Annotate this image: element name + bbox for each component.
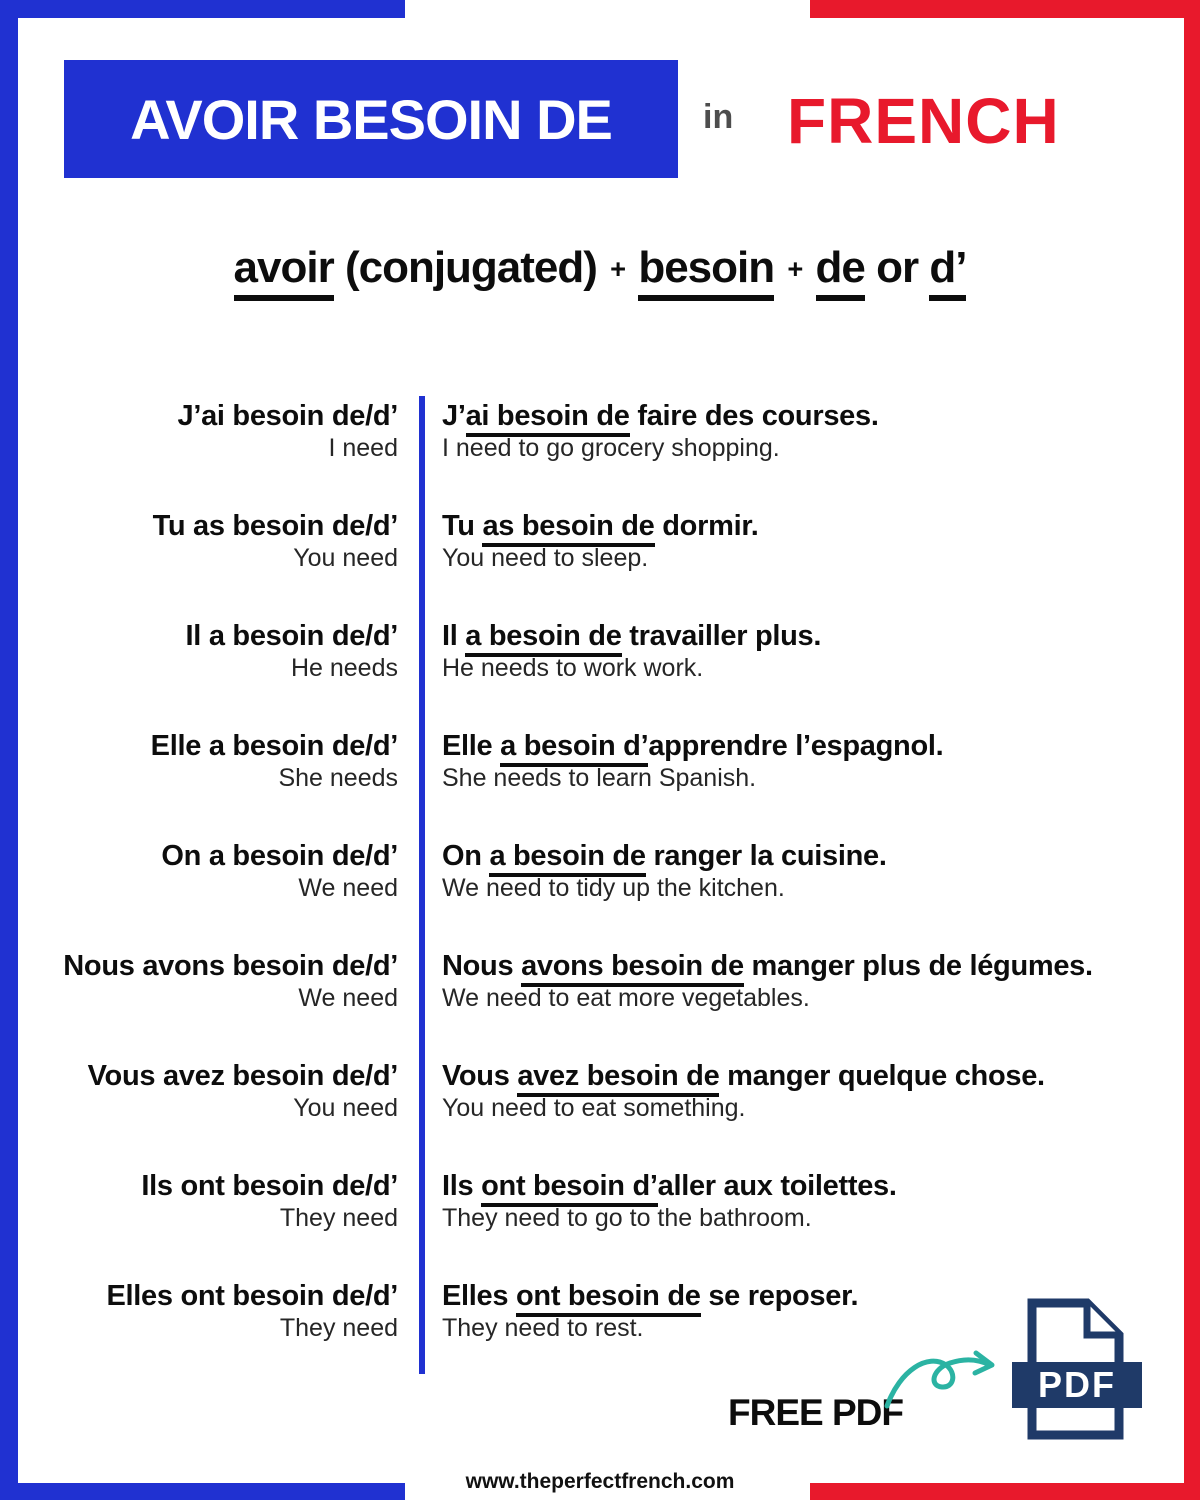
conjugation-french: Elles ont besoin de/d’ — [106, 1280, 398, 1312]
conjugation-row — [0, 1168, 1200, 1233]
curved-arrow-icon — [882, 1340, 1002, 1416]
sentence-suffix: manger plus de légumes. — [743, 950, 1093, 982]
conjugation-row — [0, 728, 1200, 793]
formula-besoin: besoin — [638, 243, 774, 301]
conjugation-english: You need — [293, 544, 398, 572]
language-title: FRENCH — [787, 85, 1060, 157]
sentence-underlined: ont besoin de — [516, 1280, 701, 1317]
sentence-prefix: Vous — [442, 1060, 518, 1092]
sentence-suffix: apprendre l’espagnol. — [648, 730, 944, 762]
conjugation-english: We need — [298, 984, 398, 1012]
conjugation-english: You need — [293, 1094, 398, 1122]
conjugation-french: Ils ont besoin de/d’ — [141, 1170, 398, 1202]
sentence-prefix: Elle — [442, 730, 501, 762]
conjugation-french: Vous avez besoin de/d’ — [87, 1060, 398, 1092]
conjugation-french: Tu as besoin de/d’ — [152, 510, 398, 542]
example-cell — [442, 728, 1200, 793]
example-english: I need to go grocery shopping. — [442, 434, 780, 462]
conjugation-english: He needs — [290, 654, 398, 682]
example-english: You need to eat something. — [442, 1094, 746, 1122]
sentence-underlined: ont besoin d’ — [481, 1170, 658, 1207]
conjugation-english: They need — [279, 1314, 398, 1342]
example-cell — [442, 508, 1200, 573]
title-banner — [64, 60, 678, 178]
sentence-suffix: se reposer. — [700, 1280, 859, 1312]
conjugation-french: Nous avons besoin de/d’ — [63, 950, 398, 982]
plus-sign: + — [610, 253, 626, 285]
example-french — [442, 1058, 1200, 1094]
top-left-border — [0, 0, 405, 18]
formula-d-apostrophe: d’ — [929, 243, 966, 301]
conjugation-french: Elle a besoin de/d’ — [150, 730, 398, 762]
grammar-formula — [0, 243, 1200, 301]
example-cell — [442, 1168, 1200, 1233]
example-english: She needs to learn Spanish. — [442, 764, 757, 792]
sentence-underlined: ai besoin de — [466, 400, 630, 437]
conjugation-cell — [0, 838, 398, 903]
conjugation-row — [0, 398, 1200, 463]
conjugation-english: She needs — [278, 764, 398, 792]
sentence-underlined: avons besoin de — [521, 950, 744, 987]
conjugation-cell — [0, 398, 398, 463]
formula-de: de — [816, 243, 865, 301]
example-cell — [442, 618, 1200, 683]
page-title: AVOIR BESOIN DE — [130, 87, 612, 151]
plus-sign: + — [787, 253, 803, 285]
example-french — [442, 508, 1200, 544]
example-cell — [442, 948, 1200, 1013]
conjugation-cell — [0, 1168, 398, 1233]
example-french — [442, 1168, 1200, 1204]
conjugation-row — [0, 1058, 1200, 1123]
example-english: They need to rest. — [442, 1314, 644, 1342]
sentence-prefix: Elles — [442, 1280, 516, 1312]
sentence-underlined: a besoin d’ — [500, 730, 648, 767]
sentence-prefix: Tu — [442, 510, 483, 542]
conjugation-table — [0, 398, 1200, 1388]
example-english: You need to sleep. — [442, 544, 649, 572]
formula-avoir: avoir — [234, 243, 334, 301]
conjugation-french: On a besoin de/d’ — [161, 840, 398, 872]
example-cell — [442, 1058, 1200, 1123]
conjugation-cell — [0, 1058, 398, 1123]
connector-word: in — [703, 98, 734, 136]
sentence-underlined: as besoin de — [482, 510, 654, 547]
rows-container — [0, 398, 1200, 1343]
example-cell — [442, 838, 1200, 903]
sentence-underlined: a besoin de — [489, 840, 645, 877]
pdf-file-icon[interactable] — [1010, 1296, 1144, 1442]
conjugation-french: J’ai besoin de/d’ — [177, 400, 398, 432]
sentence-prefix: On — [442, 840, 490, 872]
example-french — [442, 728, 1200, 764]
column-divider — [419, 396, 425, 1374]
example-english: We need to tidy up the kitchen. — [442, 874, 785, 902]
sentence-prefix: Nous — [442, 950, 522, 982]
sentence-suffix: faire des courses. — [629, 400, 879, 432]
free-pdf-label[interactable]: FREE PDF — [728, 1392, 903, 1433]
example-cell — [442, 398, 1200, 463]
example-french — [442, 948, 1200, 984]
conjugation-row — [0, 838, 1200, 903]
conjugation-english: I need — [328, 434, 398, 462]
sentence-suffix: travailler plus. — [621, 620, 822, 652]
sentence-suffix: dormir. — [654, 510, 759, 542]
conjugation-english: They need — [279, 1204, 398, 1232]
conjugation-cell — [0, 728, 398, 793]
sentence-suffix: manger quelque chose. — [719, 1060, 1045, 1092]
sentence-prefix: Il — [442, 620, 466, 652]
sentence-underlined: a besoin de — [465, 620, 621, 657]
example-french — [442, 398, 1200, 434]
sentence-suffix: ranger la cuisine. — [645, 840, 887, 872]
footer-url[interactable]: www.theperfectfrench.com — [465, 1470, 735, 1493]
top-right-border — [810, 0, 1200, 18]
pdf-band-label: PDF — [1038, 1364, 1116, 1405]
conjugation-row — [0, 948, 1200, 1013]
conjugation-row — [0, 508, 1200, 573]
sentence-underlined: avez besoin de — [517, 1060, 719, 1097]
example-french — [442, 618, 1200, 654]
example-english: They need to go to the bathroom. — [442, 1204, 812, 1232]
conjugation-cell — [0, 948, 398, 1013]
example-french — [442, 838, 1200, 874]
example-english: We need to eat more vegetables. — [442, 984, 810, 1012]
formula-conjugated: (conjugated) — [333, 243, 609, 292]
example-english: He needs to work work. — [442, 654, 704, 682]
formula-or: or — [864, 243, 930, 292]
conjugation-cell — [0, 618, 398, 683]
sentence-prefix: J’ — [442, 400, 466, 432]
conjugation-row — [0, 618, 1200, 683]
conjugation-cell — [0, 1278, 398, 1343]
sentence-prefix: Ils — [442, 1170, 482, 1202]
conjugation-cell — [0, 508, 398, 573]
conjugation-french: Il a besoin de/d’ — [185, 620, 398, 652]
conjugation-english: We need — [298, 874, 398, 902]
sentence-suffix: aller aux toilettes. — [657, 1170, 897, 1202]
